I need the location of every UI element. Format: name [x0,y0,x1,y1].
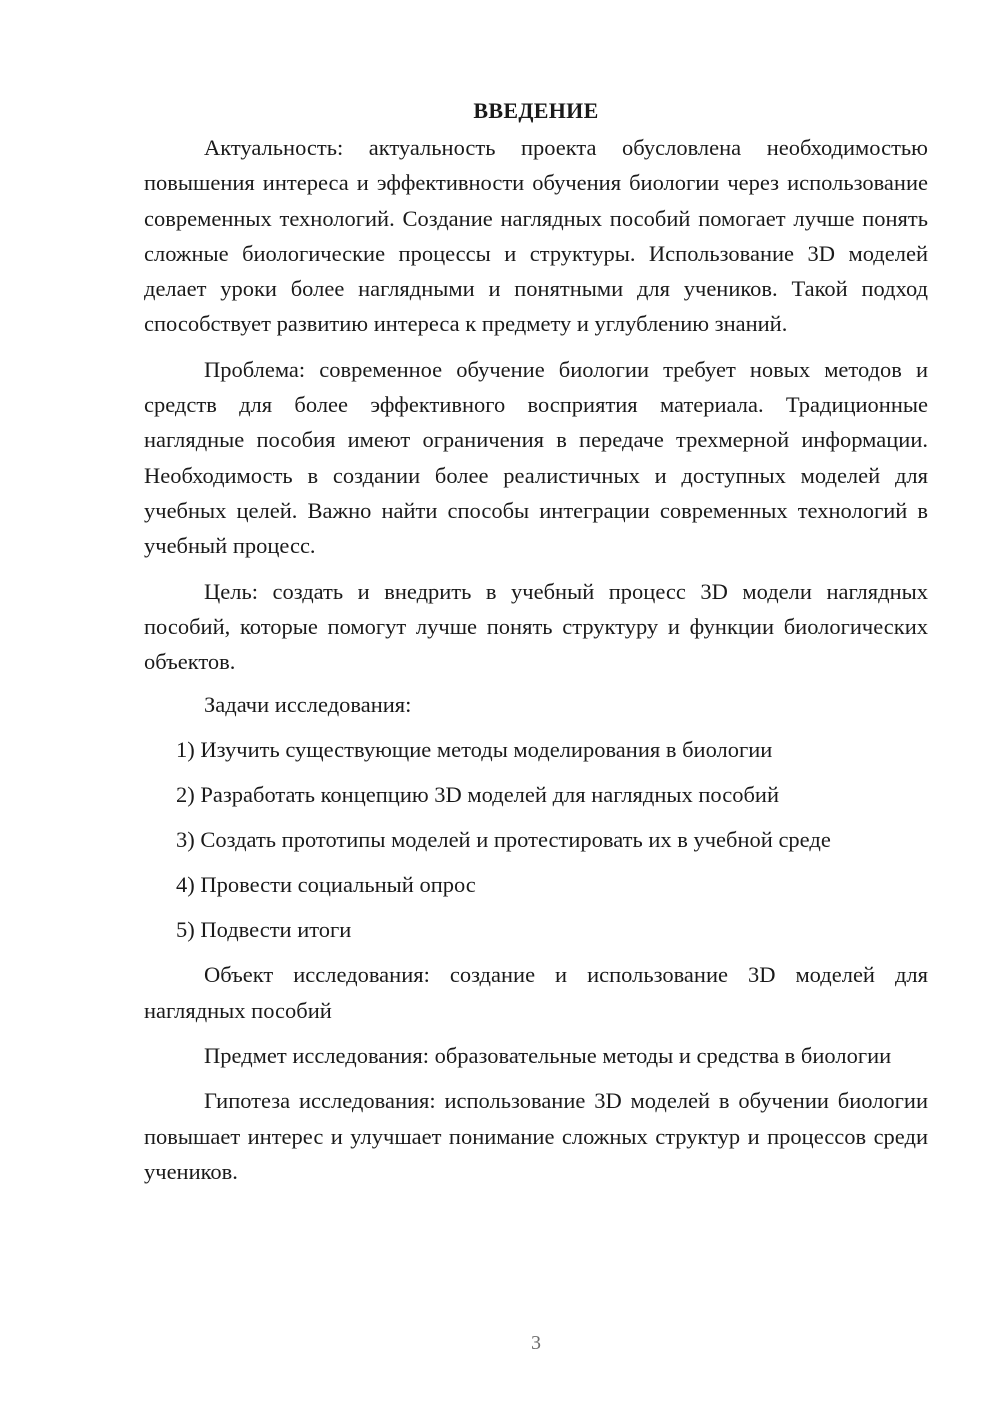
task-item-4: 4) Провести социальный опрос [176,872,476,898]
paragraph-hypothesis: Гипотеза исследования: использование 3D моделей в обучении биологии повышает интерес и улучшает понимание сложных структур и процессов среди учеников. [144,1088,928,1184]
paragraph-problem: Проблема: современное обучение биологии требует новых методов и средств для более эффективного восприятия материала. Традиционные наглядные пособия имеют ограничения в передаче трехмерной информации. Необходимость в создании более реалистичных и доступных моделей для учебных целей. Важно найти способы интеграции современных технологий в учебный процесс. [144,356,928,559]
paragraph-relevance: Актуальность: актуальность проекта обусловлена необходимостью повышения интереса и эффективности обучения биологии через использование современных технологий. Создание наглядных пособий помогает лучше понять сложные биологические процессы и структуры. Использование 3D моделей делает уроки более наглядными и понятными для учеников. Такой подход способствует развитию интереса к предмету и углублению знаний. [144,135,928,337]
paragraph-goal: Цель: создать и внедрить в учебный процесс 3D модели наглядных пособий, которые помогут лучше понять структуру и функции биологических объектов. [144,578,928,675]
page-title: ВВЕДЕНИЕ [473,98,599,123]
paragraph-subject: Предмет исследования: образовательные методы и средства в биологии [204,1043,892,1069]
document-page [144,92,928,1199]
task-item-5: 5) Подвести итоги [176,917,352,943]
task-item-3: 3) Создать прототипы моделей и протестировать их в учебной среде [176,827,831,853]
task-item-2: 2) Разработать концепцию 3D моделей для наглядных пособий [176,782,780,808]
page-number: 3 [531,1332,541,1354]
paragraph-object: Объект исследования: создание и использование 3D моделей для наглядных пособий [144,962,928,1023]
tasks-heading: Задачи исследования: [204,692,412,718]
task-item-1: 1) Изучить существующие методы моделирования в биологии [176,737,773,763]
